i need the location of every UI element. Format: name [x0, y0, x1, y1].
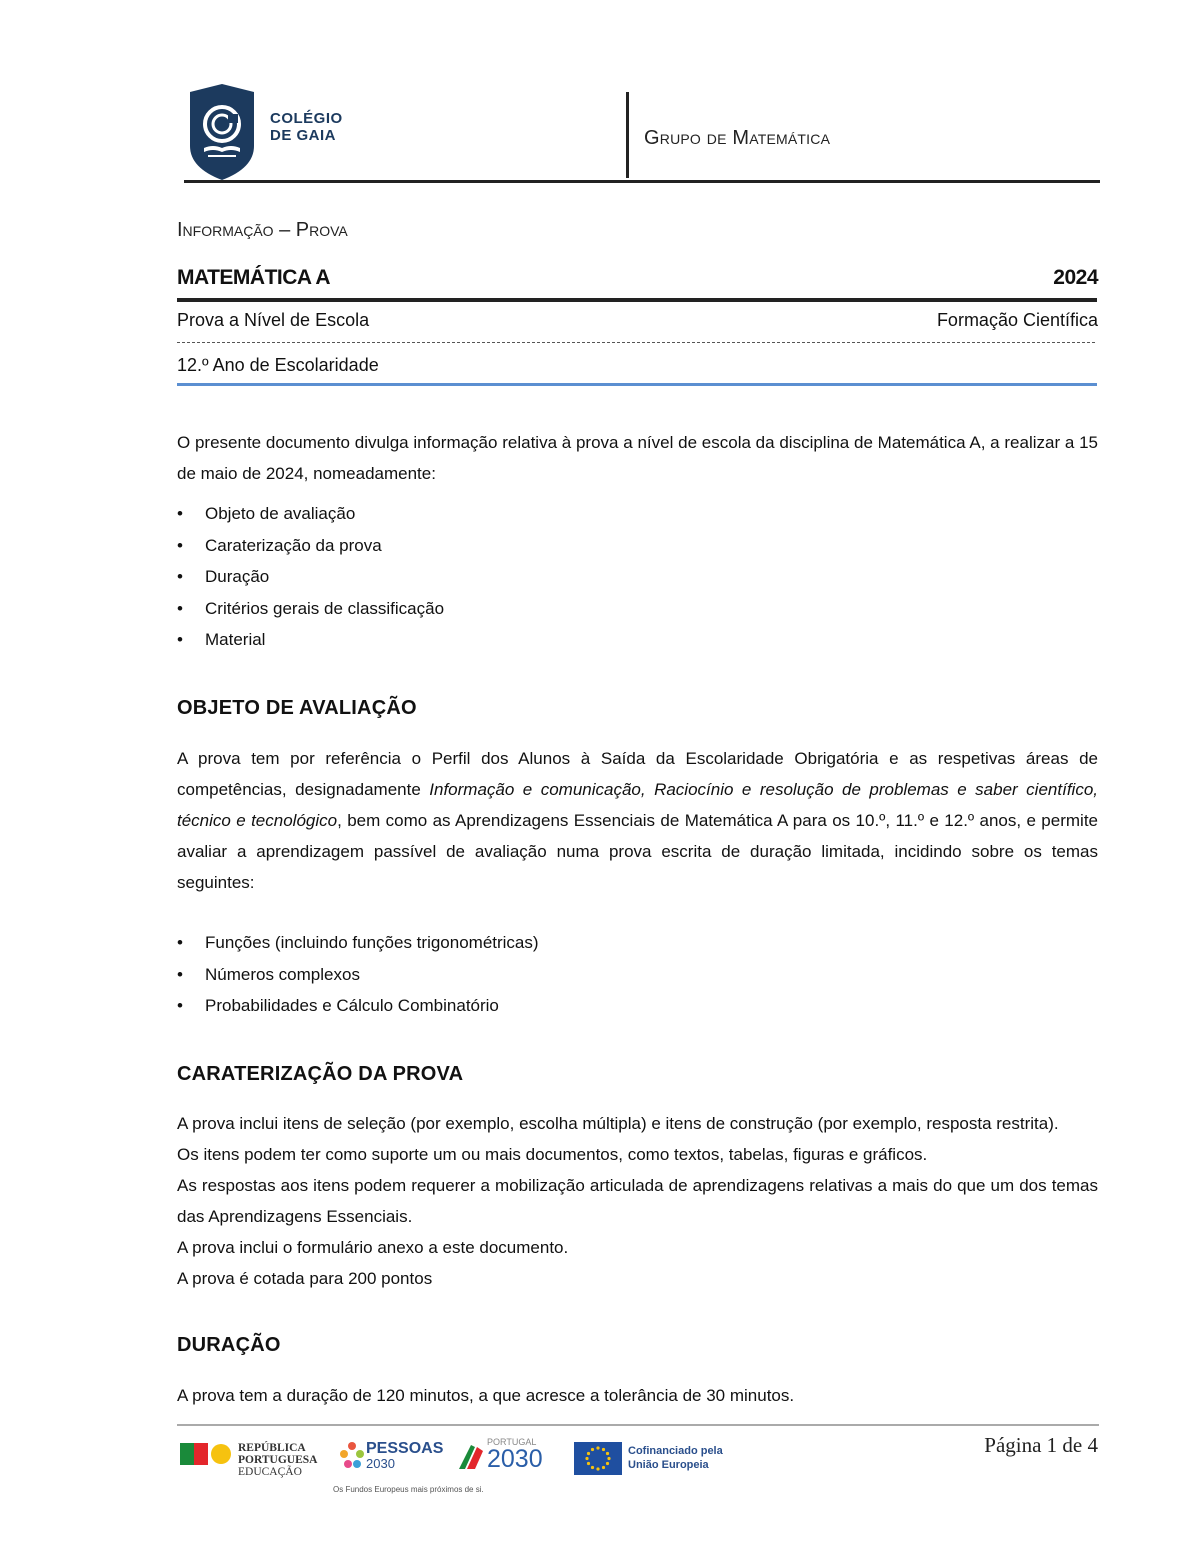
republica-logo-text: REPÚBLICA PORTUGUESA EDUCAÇÃO: [238, 1442, 318, 1478]
school-name: COLÉGIO DE GAIA: [270, 110, 343, 144]
school-logo-icon: [186, 84, 258, 180]
doc-type-title: Informação – Prova: [177, 219, 348, 241]
list-item: • Material: [177, 624, 444, 656]
portugal-2030-icon: [457, 1441, 487, 1471]
formation-type: Formação Científica: [936, 310, 1098, 330]
eu-flag-icon: [574, 1442, 622, 1475]
intro-bullet-list: [177, 498, 444, 656]
caraterizacao-paragraph: A prova inclui itens de seleção (por exemplo, escolha múltipla) e itens de construção (por exemplo, resposta restrita). Os itens podem ter como suporte um ou mais documentos, como textos, tabelas, figuras e gráficos. As respostas aos itens podem requerer a mobilização articulada de aprendizagens relativas a mais do que um dos temas das Aprendizagens Essenciais. A prova inclui o formulário anexo a este documento. A prova é cotada para 200 pontos: [177, 1114, 1098, 1288]
page-number: Página 1 de 4: [984, 1433, 1098, 1457]
list-item: • Funções (incluindo funções trigonométricas): [177, 927, 539, 959]
list-item: • Caraterização da prova: [177, 530, 444, 562]
list-item: • Critérios gerais de classificação: [177, 593, 444, 625]
department-name: Grupo de Matemática: [644, 127, 831, 149]
list-item: • Objeto de avaliação: [177, 498, 444, 530]
pessoas-2030-logo-text: PESSOAS 2030: [366, 1440, 444, 1471]
exam-type: Prova a Nível de Escola: [177, 310, 370, 330]
section-title-duracao: DURAÇÃO: [177, 1334, 281, 1356]
blue-rule: [177, 383, 1097, 386]
header-rule: [184, 180, 1100, 183]
title-rule: [177, 298, 1097, 302]
list-item: • Duração: [177, 561, 444, 593]
subject-title: MATEMÁTICA A: [177, 266, 331, 289]
intro-paragraph: O presente documento divulga informação relativa à prova a nível de escola da disciplina de Matemática A, a realizar a 15 de maio de 2024, nomeadamente:: [177, 433, 1098, 483]
eu-cofinancing-text: Cofinanciado pela União Europeia: [628, 1445, 723, 1471]
duracao-paragraph: A prova tem a duração de 120 minutos, a que acresce a tolerância de 30 minutos.: [177, 1386, 795, 1405]
exam-year: 2024: [1053, 266, 1098, 289]
themes-bullet-list: [177, 927, 539, 1022]
competencies-italic: Informação e comunicação, Raciocínio e resolução de problemas e saber científico, técnico e tecnológico: [177, 780, 1098, 830]
pessoas-tagline: Os Fundos Europeus mais próximos de si.: [333, 1485, 484, 1494]
section-title-caraterizacao: CARATERIZAÇÃO DA PROVA: [177, 1063, 464, 1085]
dashed-rule: [177, 342, 1095, 343]
school-year: 12.º Ano de Escolaridade: [177, 355, 379, 375]
pessoas-2030-icon: [338, 1440, 366, 1470]
header-divider: [626, 92, 629, 178]
portugal-2030-logo-text: PORTUGAL 2030: [487, 1437, 543, 1473]
objeto-paragraph: A prova tem por referência o Perfil dos Alunos à Saída da Escolaridade Obrigatória e as respetivas áreas de competências, designadamente Informação e comunicação, Raciocínio e resolução de problemas e saber científico, técnico e tecnológico, bem como as Aprendizagens Essenciais de Matemática A para os 10.º, 11.º e 12.º anos, e permite avaliar a aprendizagem passível de avaliação numa prova escrita de duração limitada, incidindo sobre os temas seguintes:: [177, 749, 1098, 892]
section-title-objeto: OBJETO DE AVALIAÇÃO: [177, 697, 417, 719]
list-item: • Números complexos: [177, 959, 539, 991]
footer-rule: [177, 1424, 1099, 1426]
portugal-flag-icon: [180, 1443, 234, 1465]
list-item: • Probabilidades e Cálculo Combinatório: [177, 990, 539, 1022]
